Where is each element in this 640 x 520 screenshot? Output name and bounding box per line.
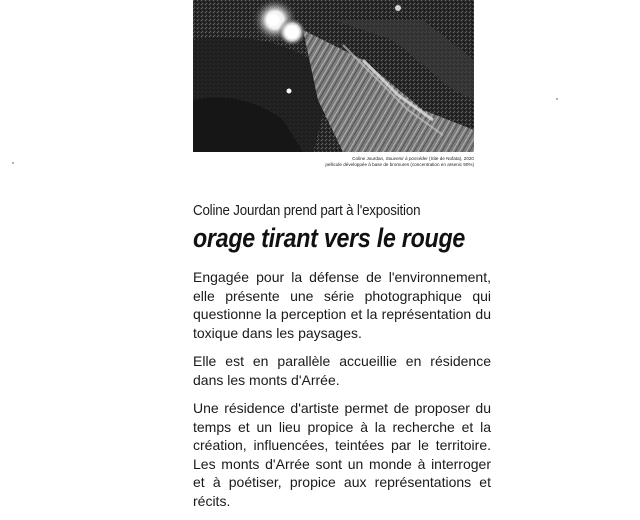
paragraph-2: Elle est en parallèle accueillie en résidence dans les monts d'Arrée. xyxy=(193,353,491,388)
exhibition-title: orage tirant vers le rouge xyxy=(193,223,466,253)
caption-line-1: Coline Jourdan, Souvenir à posséder (Site de Nofata), 2020 xyxy=(352,156,474,161)
article-intro: Coline Jourdan prend part à l'exposition xyxy=(193,203,421,219)
article-body xyxy=(193,268,491,520)
scan-speck xyxy=(12,162,14,164)
exhibition-photo xyxy=(193,0,474,152)
scan-speck xyxy=(556,98,558,100)
photo-caption xyxy=(300,156,474,168)
paragraph-3: Une résidence d'artiste permet de proposer du temps et un lieu propice à la recherche et la création, influencées, teintées par le territoire. Les monts d'Arrée sont un monde à interroger et à poétiser, propice aux représentations et récits. xyxy=(193,400,491,509)
caption-line-2: pellicule développée à base de bromures (concentration en arsenic 90%) xyxy=(325,162,474,167)
paragraph-1: Engagée pour la défense de l'environnement, elle présente une série photographique qui questionne la perception et la représentation du toxique dans les paysages. xyxy=(193,269,491,341)
